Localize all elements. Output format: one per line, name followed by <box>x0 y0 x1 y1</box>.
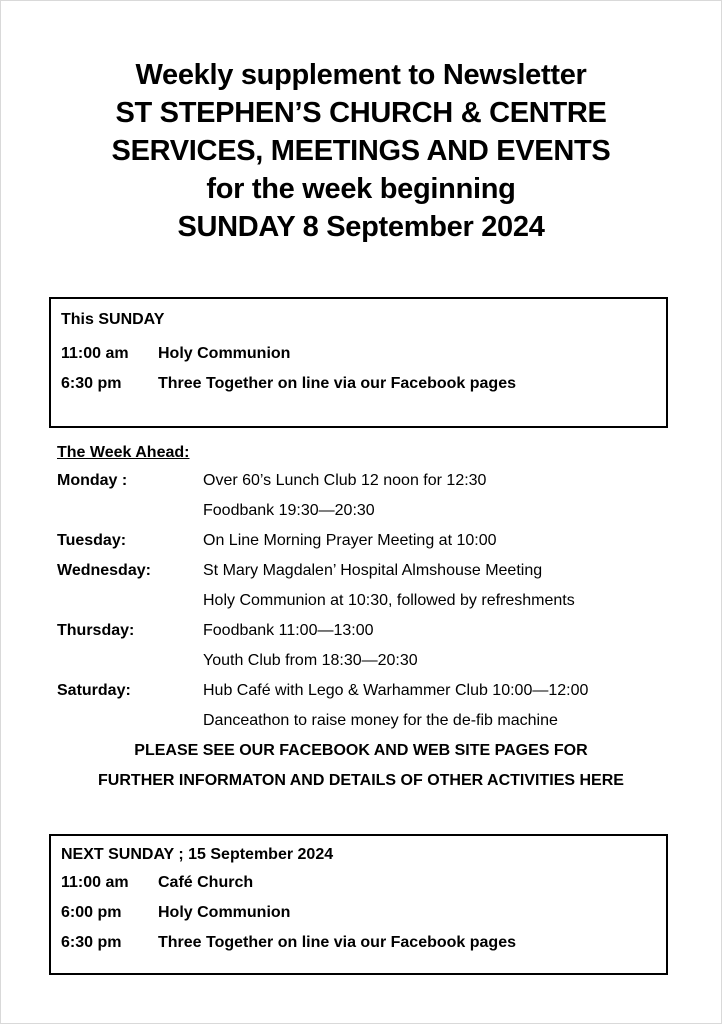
this-sunday-service <box>61 345 290 363</box>
week-day: Thursday: <box>57 622 135 639</box>
header-line-3: SERVICES, MEETINGS AND EVENTS <box>111 135 611 167</box>
week-ahead-heading: The Week Ahead: <box>57 444 190 461</box>
service-event: Holy Communion <box>158 345 291 362</box>
week-event: Holy Communion at 10:30, followed by refreshments <box>203 592 575 609</box>
next-sunday-service <box>61 874 253 892</box>
week-event: St Mary Magdalen’ Hospital Almshouse Meeting <box>203 562 543 579</box>
service-time: 11:00 am <box>61 874 129 891</box>
week-event: On Line Morning Prayer Meeting at 10:00 <box>203 532 497 549</box>
header-line-5: SUNDAY 8 September 2024 <box>177 211 545 243</box>
week-event: Hub Café with Lego & Warhammer Club 10:00—12:00 <box>203 682 589 699</box>
week-event: Foodbank 11:00—13:00 <box>203 622 374 639</box>
header-line-2: ST STEPHEN’S CHURCH & CENTRE <box>115 97 607 129</box>
notice-line-1: PLEASE SEE OUR FACEBOOK AND WEB SITE PAGES FOR <box>134 742 588 759</box>
week-event: Over 60’s Lunch Club 12 noon for 12:30 <box>203 472 487 489</box>
next-sunday-service <box>61 904 290 922</box>
service-event: Holy Communion <box>158 904 291 921</box>
next-sunday-box <box>49 834 668 975</box>
next-sunday-title: NEXT SUNDAY ; 15 September 2024 <box>61 846 334 863</box>
week-row <box>57 676 697 706</box>
this-sunday-title: This SUNDAY <box>61 311 165 328</box>
service-time: 11:00 am <box>61 345 129 362</box>
week-row <box>57 646 697 676</box>
week-row <box>57 526 697 556</box>
week-row <box>57 706 697 736</box>
week-event: Danceathon to raise money for the de-fib machine <box>203 712 558 729</box>
page-header <box>0 56 722 246</box>
next-sunday-service <box>61 934 516 952</box>
week-row <box>57 556 697 586</box>
week-day: Wednesday: <box>57 562 151 579</box>
week-row <box>57 466 697 496</box>
service-event: Three Together on line via our Facebook pages <box>158 375 516 392</box>
header-line-1: Weekly supplement to Newsletter <box>135 59 587 91</box>
service-event: Café Church <box>158 874 254 891</box>
week-day: Tuesday: <box>57 532 127 549</box>
week-day: Monday : <box>57 472 128 489</box>
week-event: Foodbank 19:30—20:30 <box>203 502 375 519</box>
notice-line-2: FURTHER INFORMATON AND DETAILS OF OTHER ACTIVITIES HERE <box>98 772 624 789</box>
week-ahead-section <box>57 440 697 736</box>
week-day: Saturday: <box>57 682 131 699</box>
service-time: 6:30 pm <box>61 375 122 392</box>
week-row <box>57 616 697 646</box>
this-sunday-service <box>61 375 516 393</box>
service-time: 6:30 pm <box>61 934 122 951</box>
week-row <box>57 586 697 616</box>
header-line-4: for the week beginning <box>206 173 516 205</box>
service-event: Three Together on line via our Facebook pages <box>158 934 516 951</box>
service-time: 6:00 pm <box>61 904 122 921</box>
this-sunday-box <box>49 297 668 428</box>
week-event: Youth Club from 18:30—20:30 <box>203 652 418 669</box>
week-row <box>57 496 697 526</box>
